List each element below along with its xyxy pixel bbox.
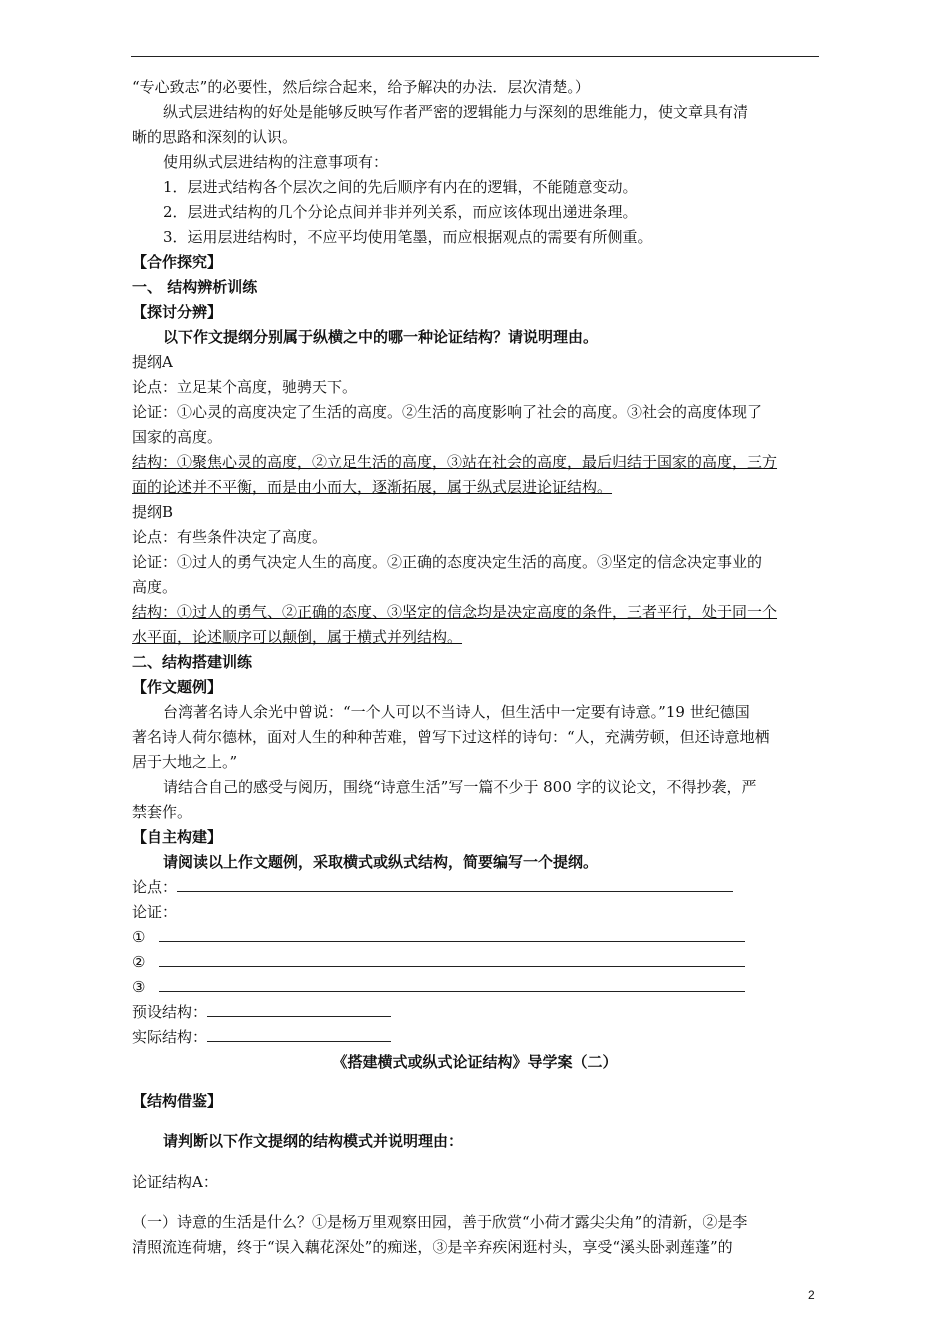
outline-label: 提纲A	[132, 353, 173, 371]
instruction-text: 请阅读以上作文题例，采取横式或纵式结构，简要编写一个提纲。	[163, 853, 599, 871]
actual-structure-label: 实际结构：	[132, 1028, 208, 1046]
text-line: 禁套作。	[132, 803, 193, 821]
outline-label: 提纲B	[132, 503, 174, 521]
answer-text: 水平面，论述顺序可以颠倒，属于横式并列结构。	[132, 628, 463, 646]
circled-number: ①	[132, 928, 146, 946]
text-line: 国家的高度。	[132, 428, 223, 446]
section-heading: 【探讨分辨】	[132, 303, 223, 321]
doc-subtitle: 《搭建横式或纵式论证结构》导学案（二）	[332, 1053, 618, 1071]
text-line: 请结合自己的感受与阅历，围绕“诗意生活”写一篇不少于 800 字的议论文，不得抄袭，严	[163, 778, 757, 796]
section-heading: 【结构借鉴】	[132, 1092, 223, 1110]
planned-structure-row	[132, 1002, 391, 1022]
text-line: 著名诗人荷尔德林，面对人生的种种苦难，曾写下过这样的诗句：“人，充满劳顿，但还诗意地栖	[132, 728, 770, 746]
thesis-row	[132, 877, 733, 897]
planned-structure-label: 预设结构：	[132, 1003, 208, 1021]
actual-structure-row	[132, 1027, 391, 1047]
thesis-blank[interactable]	[177, 877, 733, 892]
thesis-label: 论点：	[132, 878, 178, 896]
section-heading: 【作文题例】	[132, 678, 223, 696]
actual-structure-blank[interactable]	[207, 1027, 391, 1042]
text-line: 论证：①过人的勇气决定人生的高度。②正确的态度决定生活的高度。③坚定的信念决定事业的	[132, 553, 763, 571]
text-line: 使用纵式层进结构的注意事项有：	[163, 153, 389, 171]
section-heading: 【合作探究】	[132, 253, 223, 271]
text-line: （一）诗意的生活是什么？①是杨万里观察田园，善于欣赏“小荷才露尖尖角”的清新，②是李	[132, 1213, 748, 1231]
text-line: 晰的思路和深刻的认识。	[132, 128, 298, 146]
section-heading: 二、结构搭建训练	[132, 653, 253, 671]
text-line: 高度。	[132, 578, 178, 596]
section-heading: 一、 结构辨析训练	[132, 278, 258, 296]
argument-row-1	[132, 927, 745, 947]
planned-structure-blank[interactable]	[207, 1002, 391, 1017]
text-line: “专心致志”的必要性，然后综合起来，给予解决的办法．层次清楚。）	[132, 78, 590, 96]
answer-text: 结构：①过人的勇气、②正确的态度、③坚定的信念均是决定高度的条件，三者平行，处于同一个	[132, 603, 778, 621]
argument-blank-1[interactable]	[159, 927, 745, 942]
header-rule	[131, 56, 819, 57]
answer-text: 结构：①聚焦心灵的高度，②立足生活的高度，③站在社会的高度，最后归结于国家的高度，三方	[132, 453, 778, 471]
text-line: 纵式层进结构的好处是能够反映写作者严密的逻辑能力与深刻的思维能力，使文章具有清	[163, 103, 749, 121]
instruction-text: 请判断以下作文提纲的结构模式并说明理由：	[163, 1132, 464, 1150]
text-line: 台湾著名诗人余光中曾说：“一个人可以不当诗人，但生活中一定要有诗意。”19 世纪德国	[163, 703, 750, 721]
instruction-text: 以下作文提纲分别属于纵横之中的哪一种论证结构？请说明理由。	[163, 328, 599, 346]
text-line: 论证：①心灵的高度决定了生活的高度。②生活的高度影响了社会的高度。③社会的高度体现了	[132, 403, 763, 421]
answer-text: 面的论述并不平衡，而是由小而大，逐渐拓展，属于纵式层进论证结构。	[132, 478, 613, 496]
circled-number: ③	[132, 978, 146, 996]
page-number: 2	[808, 1288, 815, 1302]
list-item: 2．层进式结构的几个分论点间并非并列关系，而应该体现出递进条理。	[163, 203, 638, 221]
argument-label: 论证：	[132, 903, 178, 921]
text-line: 论点：立足某个高度，驰骋天下。	[132, 378, 358, 396]
circled-number: ②	[132, 953, 146, 971]
list-item: 3．运用层进结构时，不应平均使用笔墨，而应根据观点的需要有所侧重。	[163, 228, 653, 246]
text-line: 居于大地之上。”	[132, 753, 238, 771]
argument-row-3	[132, 977, 745, 997]
list-item: 1．层进式结构各个层次之间的先后顺序有内在的逻辑，不能随意变动。	[163, 178, 638, 196]
argument-row-2	[132, 952, 745, 972]
text-line: 清照流连荷塘，终于“误入藕花深处”的痴迷，③是辛弃疾闲逛村头，享受“溪头卧剥莲蓬”的	[132, 1238, 733, 1256]
argument-blank-2[interactable]	[159, 952, 745, 967]
text-line: 论点：有些条件决定了高度。	[132, 528, 328, 546]
section-heading: 【自主构建】	[132, 828, 223, 846]
text-line: 论证结构A：	[132, 1173, 218, 1191]
argument-blank-3[interactable]	[159, 977, 745, 992]
